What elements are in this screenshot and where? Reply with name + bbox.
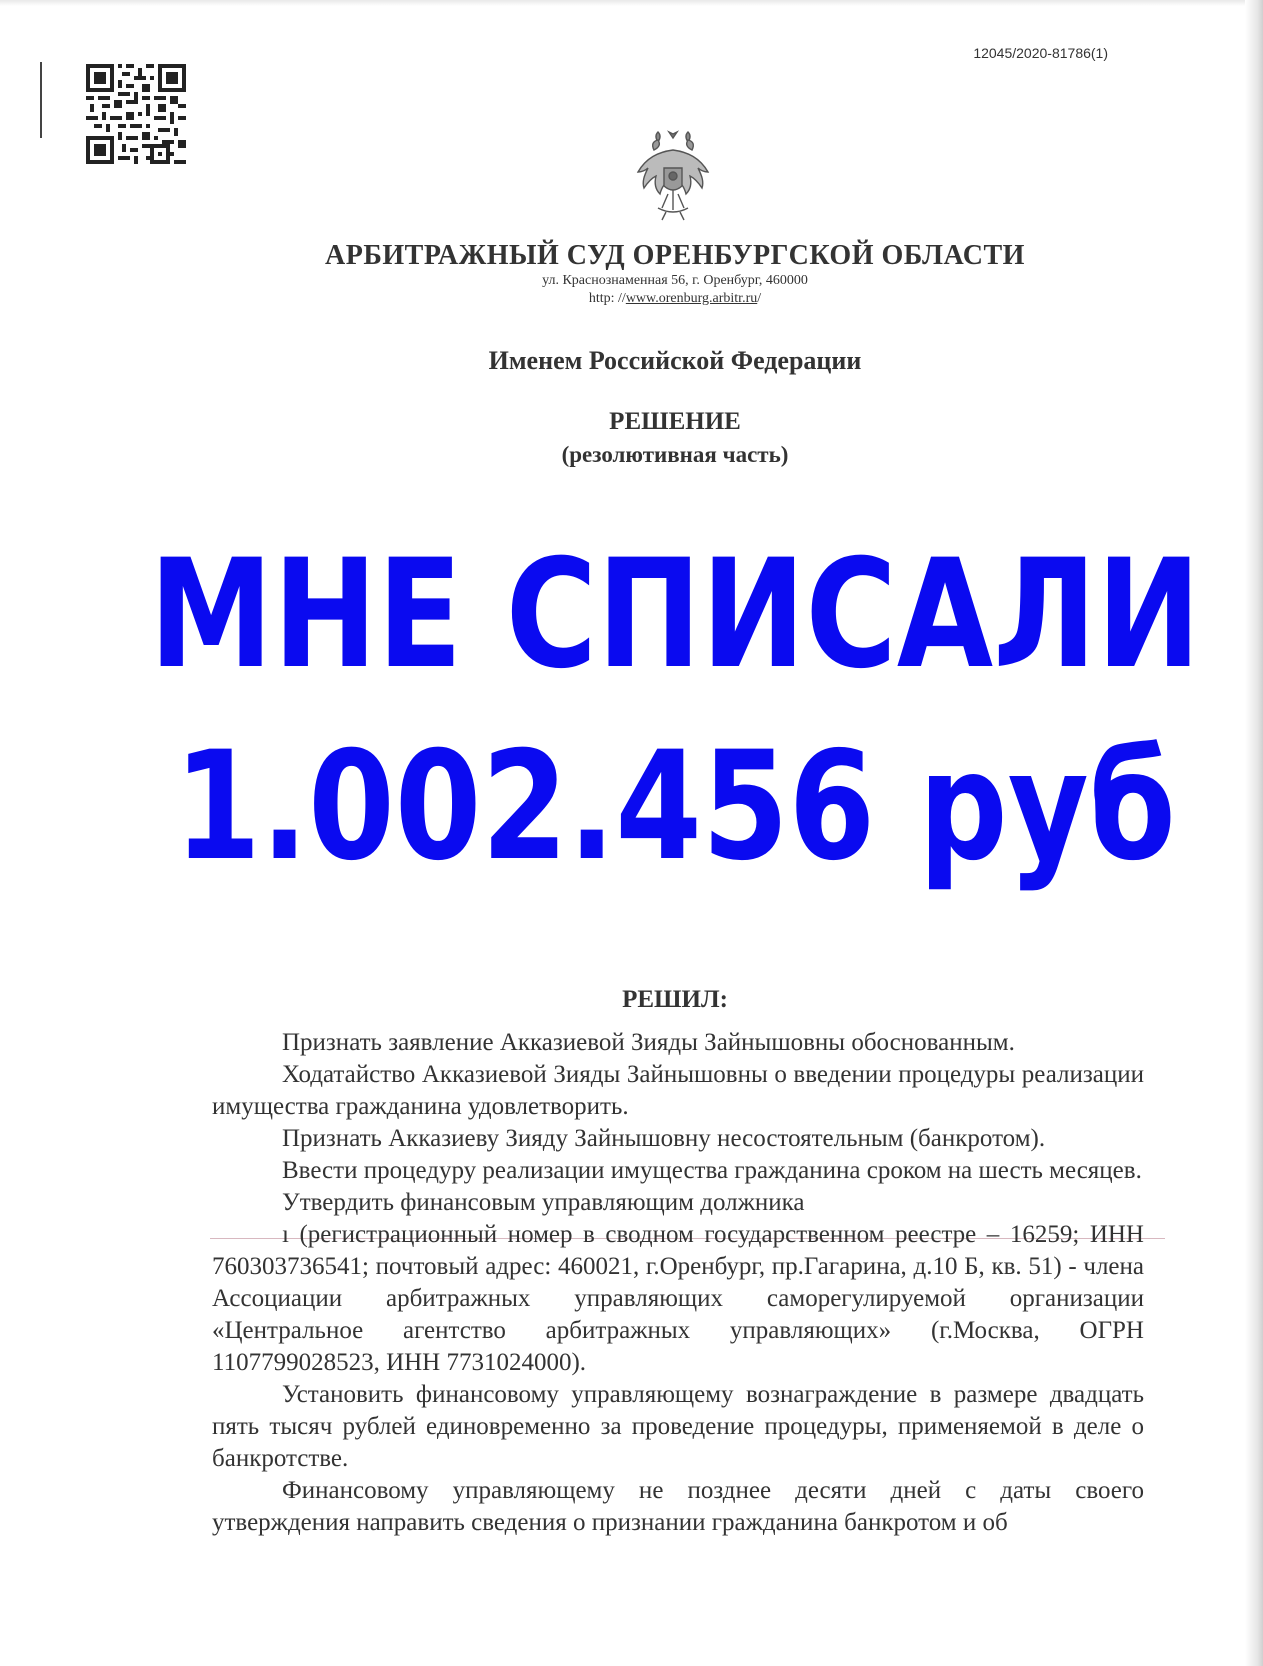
paragraph-2: Ходатайство Акказиевой Зияды Зайнышовны о введении процедуры реализации имущества гражданина удовлетворить. — [212, 1061, 1144, 1120]
court-address: ул. Краснознаменная 56, г. Оренбург, 460000 — [542, 273, 808, 288]
overlay-headline-line-2: 1.002.456 руб — [174, 720, 1176, 894]
paragraph-8: Финансовому управляющему не позднее десяти дней с даты своего утверждения направить сведения о признании гражданина банкротом и об — [212, 1477, 1144, 1536]
court-url-prefix: http: // — [588, 291, 626, 306]
paragraph-3: Признать Акказиеву Зияду Зайнышовну несостоятельным (банкротом). — [282, 1125, 1046, 1152]
paragraph-7: Установить финансовому управляющему вознаграждение в размере двадцать пять тысяч рублей единовременно за проведение процедуры, применяемой в деле о банкротстве. — [212, 1381, 1144, 1472]
qr-code-icon — [86, 64, 186, 164]
margin-mark — [40, 62, 42, 138]
court-website-link[interactable]: www.orenburg.arbitr.ru — [625, 291, 758, 306]
resolved-heading: РЕШИЛ: — [622, 986, 728, 1013]
court-name: АРБИТРАЖНЫЙ СУД ОРЕНБУРГСКОЙ ОБЛАСТИ — [325, 240, 1025, 271]
in-the-name-heading: Именем Российской Федерации — [488, 346, 862, 375]
court-url — [0, 290, 1263, 308]
court-header — [0, 240, 1263, 308]
paragraph-1: Признать заявление Акказиевой Зияды Зайнышовны обоснованным. — [282, 1029, 1015, 1056]
decision-subtitle: (резолютивная часть) — [561, 442, 789, 467]
decision-body — [212, 1027, 1144, 1539]
russian-coat-of-arms-icon — [628, 128, 718, 224]
decision-title: РЕШЕНИЕ — [609, 408, 741, 435]
page-edge-top — [0, 0, 1263, 6]
paragraph-6: ı (регистрационный номер в сводном государственном реестре – 16259; ИНН 760303736541; почтовый адрес: 460021, г.Оренбург, пр.Гагарина, д.10 Б, кв. 51) - члена Ассоциации арбитражных управляющих саморегулируемой организации «Центральное агентство арбитражных управляющих» (г.Москва, ОГРН 1107799028523, ИНН 7731024000). — [212, 1221, 1144, 1376]
document-number: 12045/2020-81786(1) — [973, 45, 1108, 61]
paragraph-4: Ввести процедуру реализации имущества гражданина сроком на шесть месяцев. — [282, 1157, 1142, 1184]
overlay-headline-line-1: МНЕ СПИСАЛИ — [149, 528, 1201, 702]
court-url-suffix: / — [757, 291, 762, 306]
paragraph-5: Утвердить финансовым управляющим должника — [282, 1189, 805, 1216]
